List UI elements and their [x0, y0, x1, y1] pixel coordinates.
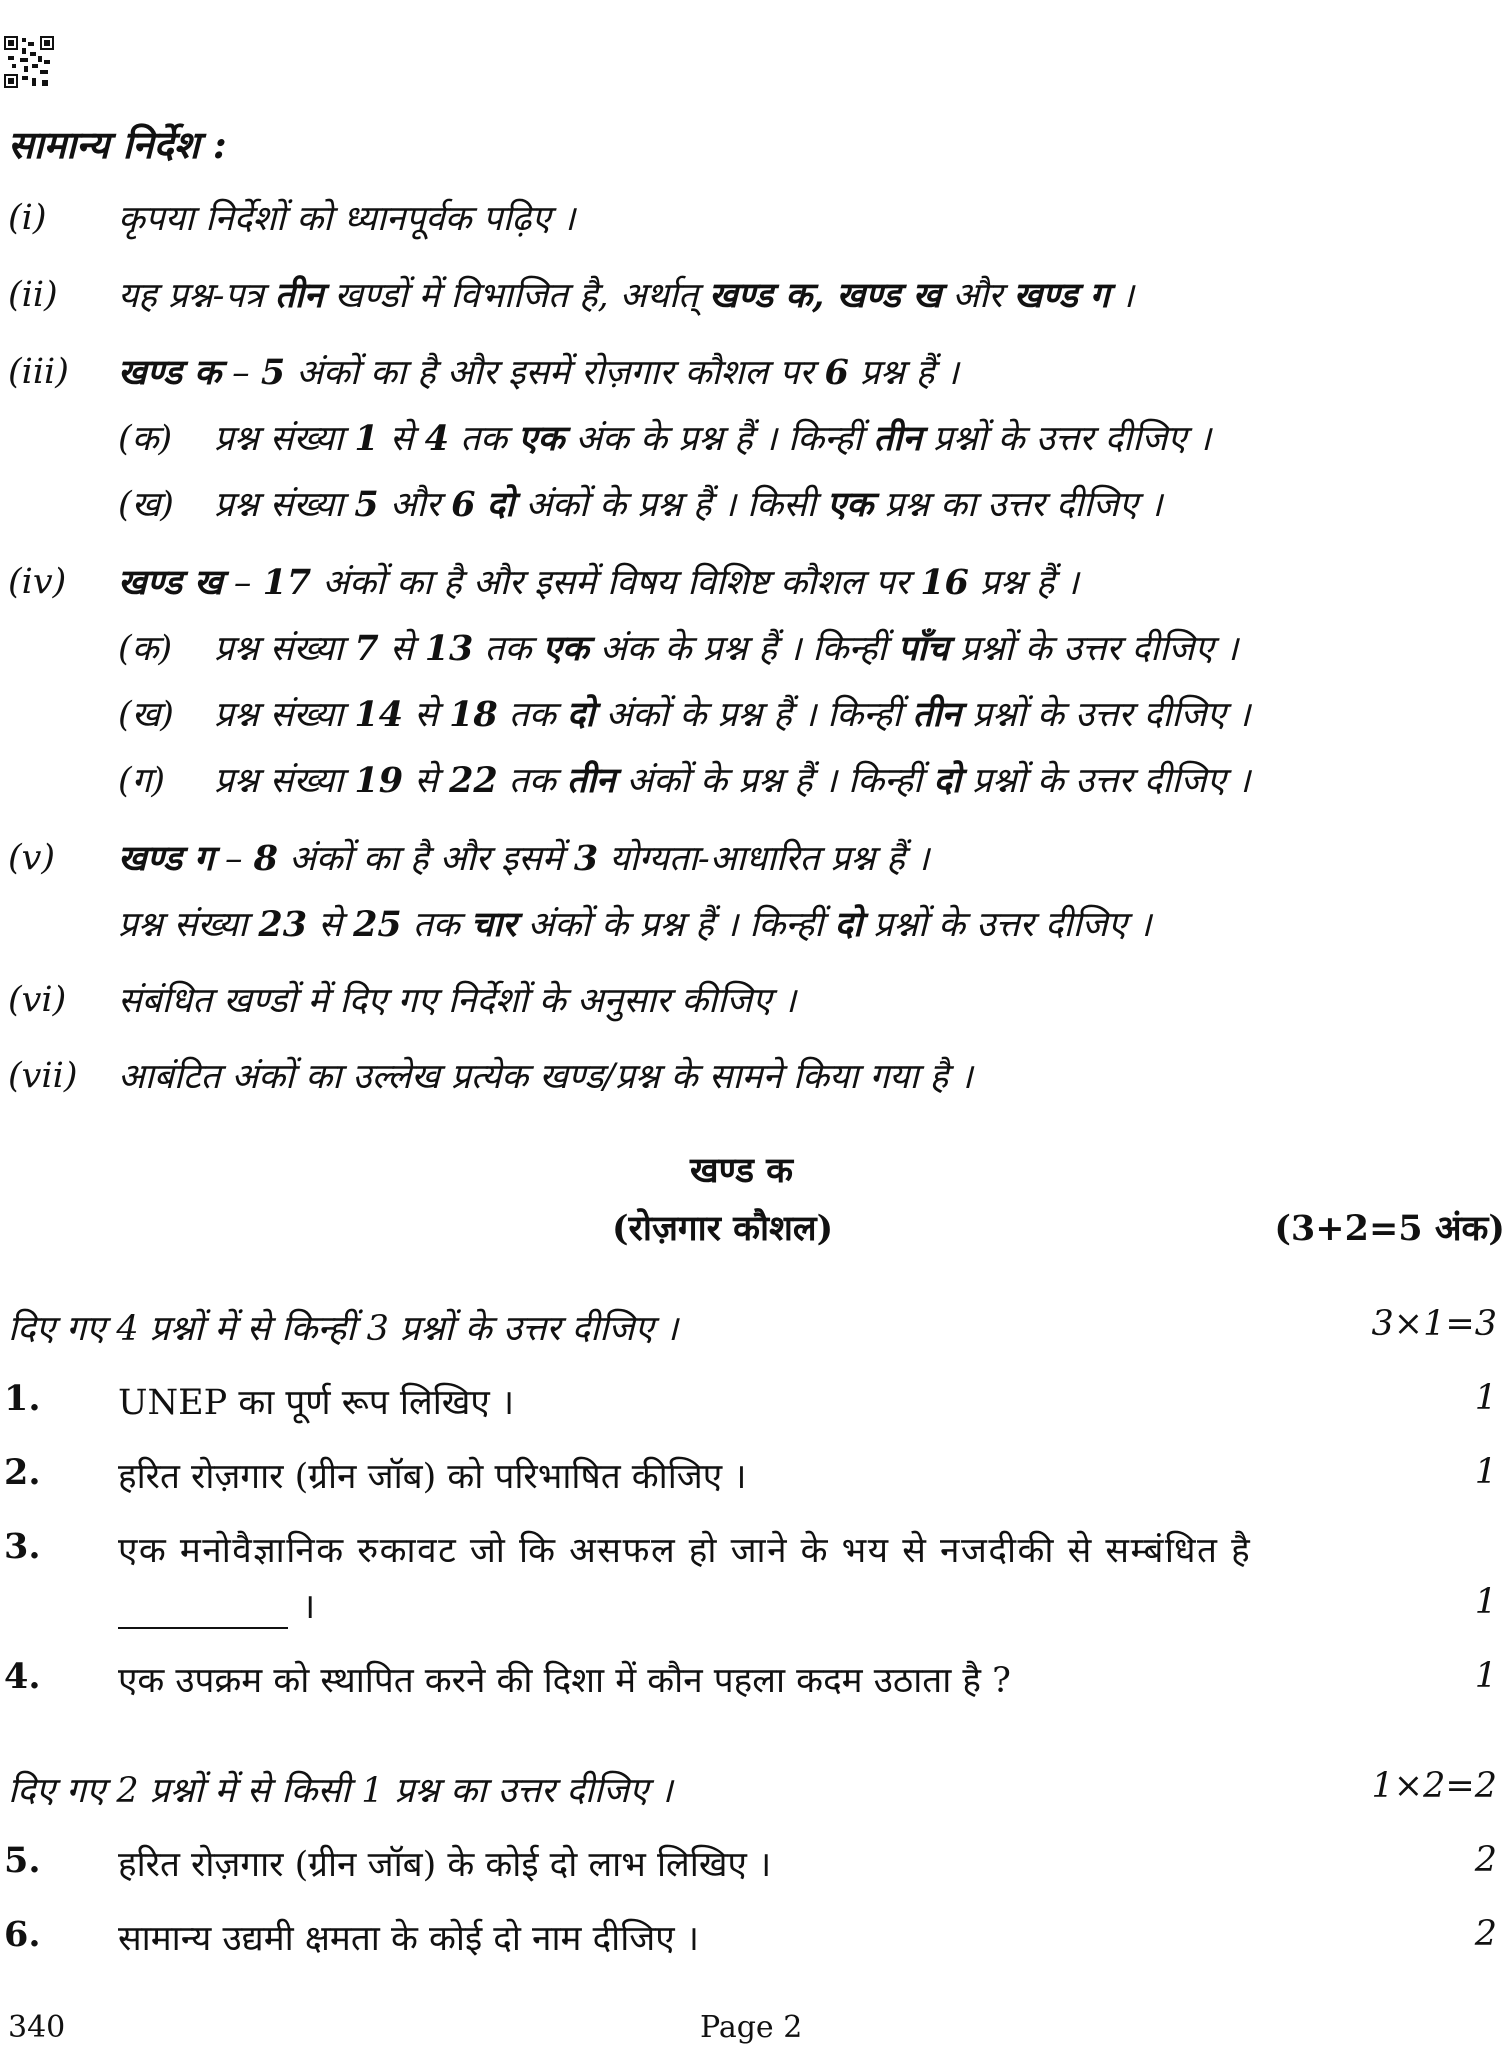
sub-instruction: [118, 694, 1250, 736]
section-subheading: (रोज़गार कौशल): [612, 1208, 834, 1249]
question-number: 6.: [4, 1914, 41, 1955]
question-text: UNEP का पूर्ण रूप लिखिए ।: [118, 1383, 515, 1423]
group-instruction: दिए गए 2 प्रश्नों में से किसी 1 प्रश्न का उत्तर दीजिए ।: [8, 1771, 673, 1811]
instruction-text: खण्ड ग – 8 अंकों का है और इसमें 3 योग्यता-आधारित प्रश्न हैं ।: [118, 838, 930, 879]
question-text: सामान्य उद्यमी क्षमता के कोई दो नाम दीजिए ।: [118, 1919, 700, 1959]
instruction-text: यह प्रश्न-पत्र तीन खण्डों में विभाजित है, अर्थात् खण्ड क, खण्ड ख और खण्ड ग ।: [118, 275, 1134, 316]
instruction-number: (vii): [8, 1056, 78, 1096]
sub-label: (ख): [118, 485, 174, 525]
general-instructions-title: सामान्य निर्देश :: [8, 122, 227, 167]
sub-label: (ग): [118, 761, 166, 801]
question-text: हरित रोज़गार (ग्रीन जॉब) को परिभाषित कीजिए ।: [118, 1457, 747, 1497]
sub-instruction: [118, 760, 1250, 802]
sub-instruction: [118, 418, 1211, 460]
question-marks: 1: [1474, 1656, 1497, 1696]
instruction-number: (v): [8, 838, 56, 878]
question-marks: 1: [1474, 1582, 1497, 1622]
instruction-number: (iv): [8, 562, 67, 602]
question-text: एक मनोवैज्ञानिक रुकावट जो कि असफल हो जाने के भय से नजदीकी से सम्बंधित है: [118, 1531, 1252, 1571]
sub-label: (ख): [118, 695, 174, 735]
fill-blank: [118, 1597, 288, 1629]
question-blank-line: [118, 1582, 315, 1629]
sub-text: प्रश्न संख्या 5 और 6 दो अंकों के प्रश्न हैं । किसी एक प्रश्न का उत्तर दीजिए ।: [214, 484, 1163, 525]
sub-instruction: [118, 484, 1162, 526]
section-heading: खण्ड क: [690, 1150, 794, 1191]
instruction-text: कृपया निर्देशों को ध्यानपूर्वक पढ़िए ।: [118, 199, 576, 239]
question-number: 4.: [4, 1656, 41, 1697]
question-marks: 1: [1474, 1378, 1497, 1418]
instruction-number: (i): [8, 198, 47, 238]
instruction-number: (vi): [8, 980, 67, 1020]
question-text: हरित रोज़गार (ग्रीन जॉब) के कोई दो लाभ लिखिए ।: [118, 1845, 772, 1885]
group-instruction: दिए गए 4 प्रश्नों में से किन्हीं 3 प्रश्नों के उत्तर दीजिए ।: [8, 1309, 679, 1349]
sub-text: प्रश्न संख्या 1 से 4 तक एक अंक के प्रश्न हैं । किन्हीं तीन प्रश्नों के उत्तर दीजिए ।: [214, 418, 1212, 459]
question-number: 3.: [4, 1526, 41, 1567]
question-number: 2.: [4, 1452, 41, 1493]
page-number: Page 2: [700, 2010, 803, 2045]
question-text-end: ।: [302, 1587, 316, 1627]
question-number: 5.: [4, 1840, 41, 1881]
question-marks: 2: [1474, 1840, 1497, 1880]
question-marks: 2: [1474, 1914, 1497, 1954]
paper-code: 340: [8, 2010, 66, 2045]
sub-text: प्रश्न संख्या 7 से 13 तक एक अंक के प्रश्न हैं । किन्हीं पाँच प्रश्नों के उत्तर दीजिए ।: [214, 628, 1239, 669]
instruction-number: (ii): [8, 275, 58, 315]
sub-label: (क): [118, 629, 173, 669]
question-marks: 1: [1474, 1452, 1497, 1492]
sub-text: प्रश्न संख्या 19 से 22 तक तीन अंकों के प्रश्न हैं । किन्हीं दो प्रश्नों के उत्तर दीजिए ।: [214, 760, 1251, 801]
group-marks: 3×1=3: [1371, 1304, 1497, 1344]
instruction-text: खण्ड क – 5 अंकों का है और इसमें रोज़गार कौशल पर 6 प्रश्न हैं ।: [118, 352, 959, 393]
question-number: 1.: [4, 1378, 41, 1419]
qr-code: [4, 36, 54, 88]
instruction-text: आबंटित अंकों का उल्लेख प्रत्येक खण्ड/प्रश्न के सामने किया गया है ।: [118, 1057, 973, 1097]
question-text: एक उपक्रम को स्थापित करने की दिशा में कौन पहला कदम उठाता है ?: [118, 1661, 1011, 1701]
group-marks: 1×2=2: [1371, 1766, 1497, 1806]
instruction-number: (iii): [8, 352, 69, 392]
section-total-marks: (3+2=5 अंक): [1274, 1208, 1505, 1249]
sub-instruction: प्रश्न संख्या 23 से 25 तक चार अंकों के प्रश्न हैं । किन्हीं दो प्रश्नों के उत्तर दीजिए ।: [118, 904, 1152, 945]
instruction-text: खण्ड ख – 17 अंकों का है और इसमें विषय विशिष्ट कौशल पर 16 प्रश्न हैं ।: [118, 562, 1079, 603]
instruction-text: संबंधित खण्डों में दिए गए निर्देशों के अनुसार कीजिए ।: [118, 981, 796, 1021]
sub-label: (क): [118, 419, 173, 459]
sub-instruction: [118, 628, 1238, 670]
sub-text: प्रश्न संख्या 14 से 18 तक दो अंकों के प्रश्न हैं । किन्हीं तीन प्रश्नों के उत्तर दीजिए ।: [214, 694, 1251, 735]
